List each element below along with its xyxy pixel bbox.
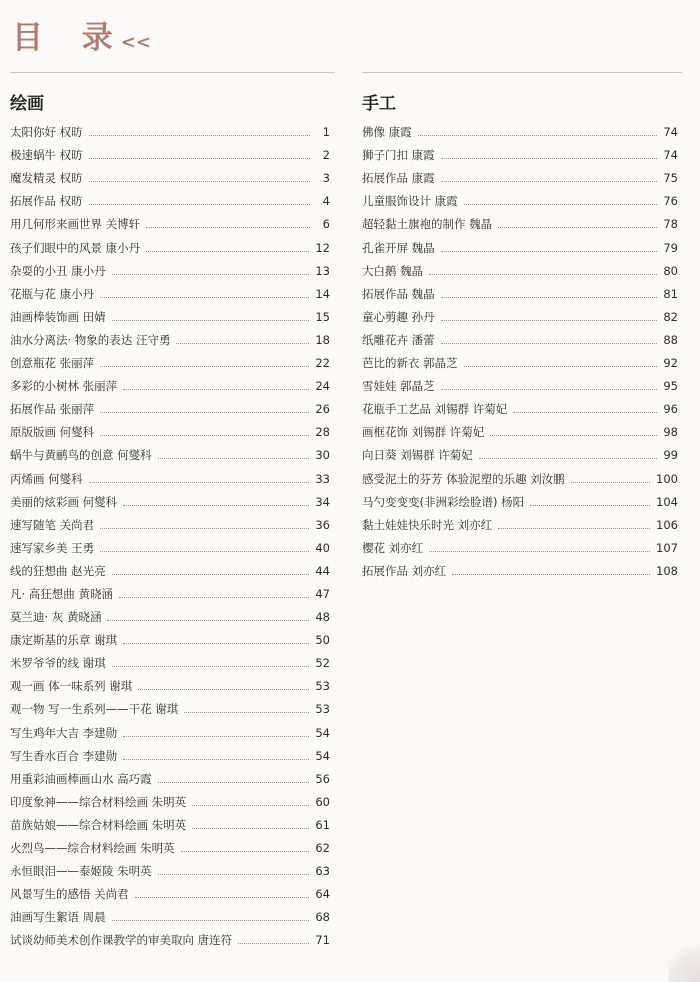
toc-entry-title: 米罗爷爷的线 谢琪 [10, 656, 106, 671]
toc-entry-title: 用重彩油画棒画山水 高巧霞 [10, 771, 152, 786]
toc-entry-page: 68 [315, 910, 330, 925]
toc-entry-page: 99 [663, 448, 678, 463]
toc-entry-page: 24 [315, 379, 330, 394]
toc-entry-title: 线的狂想曲 赵光亮 [10, 563, 106, 578]
toc-entry[interactable] [10, 879, 330, 902]
toc-entry-title: 观一画 体一味系列 谢琪 [10, 679, 133, 694]
toc-entry[interactable] [10, 371, 330, 394]
toc-entry-page: 63 [315, 864, 330, 879]
toc-entry-page: 53 [315, 702, 330, 717]
toc-entry[interactable] [362, 487, 678, 510]
dot-leader [89, 481, 310, 483]
toc-entry-title: 马勺变变变(非洲彩绘脸谱) 杨阳 [362, 494, 525, 509]
toc-entry-page: 71 [315, 933, 330, 948]
toc-entry[interactable] [362, 371, 678, 394]
toc-entry-title: 美丽的炫彩画 何燮科 [10, 494, 118, 509]
toc-entry-page: 53 [315, 679, 330, 694]
dot-leader [530, 504, 650, 506]
toc-entry[interactable] [10, 510, 330, 533]
toc-entry[interactable] [10, 810, 330, 833]
toc-entry-page: 108 [656, 563, 678, 578]
divider-left [10, 72, 335, 73]
dot-leader [452, 573, 650, 575]
dot-leader [441, 157, 658, 159]
dot-leader [571, 481, 650, 483]
toc-entry[interactable] [10, 232, 330, 255]
toc-entry-title: 油画棒装饰画 田婧 [10, 309, 106, 324]
toc-entry[interactable] [10, 394, 330, 417]
toc-entry[interactable] [10, 833, 330, 856]
dot-leader [192, 804, 309, 806]
toc-entry-page: 60 [315, 794, 330, 809]
toc-entry-title: 康定斯基的乐章 谢琪 [10, 633, 118, 648]
toc-entry-title: 创意瓶花 张丽萍 [10, 356, 95, 371]
toc-entry-page: 18 [315, 332, 330, 347]
toc-entry-page: 12 [315, 240, 330, 255]
toc-entry-page: 52 [315, 656, 330, 671]
dot-leader [112, 319, 310, 321]
toc-entry[interactable] [10, 764, 330, 787]
toc-entry[interactable] [10, 694, 330, 717]
dot-leader [479, 457, 658, 459]
toc-entry[interactable] [362, 325, 678, 348]
dot-leader [146, 226, 310, 228]
dot-leader [100, 296, 309, 298]
toc-entry-page: 4 [322, 194, 330, 209]
toc-entry[interactable] [10, 741, 330, 764]
toc-entry[interactable] [362, 394, 678, 417]
dot-leader [158, 781, 310, 783]
toc-entry-page: 22 [315, 356, 330, 371]
dot-leader [100, 527, 309, 529]
toc-entry-title: 多彩的小树林 张丽萍 [10, 379, 118, 394]
toc-entry-title: 感受泥土的芬芳 体验泥塑的乐趣 刘汝鹏 [362, 471, 565, 486]
toc-entry-page: 76 [663, 194, 678, 209]
toc-entry-title: 印度象神——综合材料绘画 朱明英 [10, 794, 187, 809]
toc-entry-page: 44 [315, 563, 330, 578]
toc-entry-title: 杂耍的小丑 康小丹 [10, 263, 106, 278]
toc-entry-page: 40 [315, 540, 330, 555]
dot-leader [123, 642, 309, 644]
dot-leader [498, 226, 657, 228]
section-title-handcraft: 手工 [362, 94, 396, 114]
toc-entry-title: 苗族姑娘——综合材料绘画 朱明英 [10, 817, 187, 832]
toc-entry-page: 96 [663, 402, 678, 417]
toc-entry-title: 芭比的新衣 郭晶芝 [362, 356, 458, 371]
toc-entry-page: 88 [663, 332, 678, 347]
dot-leader [176, 342, 309, 344]
dot-leader [490, 434, 657, 436]
toc-entry-page: 64 [315, 887, 330, 902]
toc-entry-title: 原版版画 何燮科 [10, 425, 95, 440]
dot-leader [498, 527, 650, 529]
toc-entry-page: 13 [315, 263, 330, 278]
toc-entry-page: 36 [315, 517, 330, 532]
toc-entry-page: 15 [315, 309, 330, 324]
toc-entry-page: 80 [663, 263, 678, 278]
toc-entry-title: 拓展作品 权昉 [10, 194, 83, 209]
dot-leader [158, 457, 310, 459]
dot-leader [100, 411, 309, 413]
dot-leader [100, 550, 309, 552]
toc-entry-title: 极速蜗牛 权昉 [10, 148, 83, 163]
toc-entry[interactable] [10, 787, 330, 810]
toc-entry-page: 47 [315, 586, 330, 601]
dot-leader [89, 203, 310, 205]
toc-entry-page: 33 [315, 471, 330, 486]
toc-entry-page: 54 [315, 748, 330, 763]
dot-leader [123, 735, 309, 737]
dot-leader [138, 688, 309, 690]
toc-entry-title: 童心剪趣 孙丹 [362, 309, 435, 324]
page-heading [12, 12, 151, 57]
toc-entry-title: 用几何形来画世界 关博轩 [10, 217, 141, 232]
toc-entry-page: 82 [663, 309, 678, 324]
dot-leader [135, 896, 310, 898]
toc-entry-title: 佛像 康霞 [362, 125, 412, 140]
toc-entry-title: 莫兰迪· 灰 黄晓涵 [10, 610, 102, 625]
dot-leader [429, 550, 650, 552]
toc-entry-page: 74 [663, 148, 678, 163]
toc-entry-page: 95 [663, 379, 678, 394]
toc-entry-title: 拓展作品 刘亦红 [362, 563, 447, 578]
toc-entry-page: 3 [322, 171, 330, 186]
toc-entry-title: 魔发精灵 权昉 [10, 171, 83, 186]
toc-entry-title: 丙烯画 何燮科 [10, 471, 83, 486]
toc-entry[interactable] [10, 671, 330, 694]
dot-leader [89, 180, 310, 182]
toc-entry[interactable] [362, 279, 678, 302]
toc-entry[interactable] [362, 417, 678, 440]
toc-entry-title: 油画写生絮语 周晨 [10, 910, 106, 925]
toc-entry-title: 试谈幼师美术创作课教学的审美取向 唐连符 [10, 933, 233, 948]
toc-entry[interactable] [10, 417, 330, 440]
toc-entry[interactable] [10, 487, 330, 510]
dot-leader [184, 711, 309, 713]
toc-entry-page: 75 [663, 171, 678, 186]
toc-entry[interactable] [362, 348, 678, 371]
toc-entry-title: 永恒眼泪——泰姬陵 朱明英 [10, 864, 152, 879]
toc-entry[interactable] [10, 579, 330, 602]
dot-leader [158, 873, 310, 875]
toc-entry-title: 凡· 高狂想曲 黄晓涵 [10, 586, 113, 601]
toc-entry-page: 98 [663, 425, 678, 440]
toc-entry[interactable] [10, 856, 330, 879]
page-title: 目 录 [12, 20, 127, 56]
toc-entry-page: 34 [315, 494, 330, 509]
dot-leader [112, 665, 310, 667]
toc-entry[interactable] [362, 510, 678, 533]
dot-leader [238, 942, 309, 944]
toc-entry[interactable] [362, 186, 678, 209]
toc-list-painting [10, 117, 330, 948]
divider-right [362, 72, 682, 73]
toc-entry-page: 79 [663, 240, 678, 255]
toc-entry-title: 写生鸡年大吉 李建勋 [10, 725, 118, 740]
toc-entry-page: 26 [315, 402, 330, 417]
dot-leader [100, 365, 309, 367]
dot-leader [112, 273, 310, 275]
toc-column-painting [10, 91, 330, 948]
toc-entry[interactable] [362, 140, 678, 163]
toc-entry-title: 大白鹅 魏晶 [362, 263, 424, 278]
dot-leader [107, 619, 309, 621]
dot-leader [513, 411, 657, 413]
toc-entry[interactable] [362, 556, 678, 579]
dot-leader [441, 296, 658, 298]
toc-entry-title: 雪娃娃 郭晶芝 [362, 379, 435, 394]
toc-entry-page: 92 [663, 356, 678, 371]
toc-entry-title: 火烈鸟——综合材料绘画 朱明英 [10, 841, 175, 855]
toc-entry-title: 花瓶与花 康小丹 [10, 286, 95, 301]
toc-entry[interactable] [10, 925, 330, 948]
dot-leader [441, 388, 658, 390]
toc-entry-page: 104 [656, 494, 678, 509]
dot-leader [418, 134, 658, 136]
toc-entry[interactable] [10, 140, 330, 163]
page-curl [668, 940, 700, 982]
dot-leader [464, 203, 658, 205]
toc-entry[interactable] [362, 209, 678, 232]
toc-entry-title: 孩子们眼中的风景 康小丹 [10, 240, 141, 255]
dot-leader [119, 596, 309, 598]
dot-leader [112, 919, 310, 921]
toc-list-handcraft [362, 117, 678, 579]
dot-leader [429, 273, 657, 275]
toc-entry[interactable] [362, 256, 678, 279]
toc-entry-page: 81 [663, 286, 678, 301]
toc-entry-title: 樱花 刘亦红 [362, 540, 424, 555]
toc-entry[interactable] [10, 348, 330, 371]
toc-entry[interactable] [10, 602, 330, 625]
dot-leader [181, 850, 310, 852]
dot-leader [89, 134, 310, 136]
toc-entry-title: 画框花饰 刘锡群 许菊妃 [362, 425, 485, 440]
toc-entry[interactable] [362, 440, 678, 463]
toc-entry[interactable] [10, 256, 330, 279]
toc-entry[interactable] [362, 232, 678, 255]
toc-entry-page: 1 [322, 125, 330, 140]
toc-entry[interactable] [362, 163, 678, 186]
toc-entry-title: 拓展作品 张丽萍 [10, 402, 95, 417]
dot-leader [441, 342, 658, 344]
toc-entry-page: 48 [315, 610, 330, 625]
toc-entry-page: 54 [315, 725, 330, 740]
toc-entry-page: 50 [315, 633, 330, 648]
dot-leader [112, 573, 310, 575]
toc-entry[interactable] [10, 902, 330, 925]
toc-entry-page: 61 [315, 817, 330, 832]
toc-entry[interactable] [10, 648, 330, 671]
toc-entry-title: 太阳你好 权昉 [10, 125, 83, 140]
toc-entry-page: 106 [656, 517, 678, 532]
toc-entry-title: 观一物 写一生系列——干花 谢琪 [10, 702, 179, 717]
toc-entry-title: 拓展作品 康霞 [362, 171, 435, 186]
toc-entry[interactable] [10, 463, 330, 486]
toc-entry[interactable] [362, 533, 678, 556]
toc-entry-title: 风景写生的感悟 关尚君 [10, 887, 129, 902]
toc-entry-page: 30 [315, 448, 330, 463]
toc-entry-title: 超轻黏土旗袍的制作 魏晶 [362, 217, 493, 232]
dot-leader [441, 180, 658, 182]
toc-entry-title: 写生香水百合 李建勋 [10, 748, 118, 763]
toc-entry[interactable] [10, 325, 330, 348]
toc-entry[interactable] [10, 440, 330, 463]
toc-entry-title: 狮子门扣 康霞 [362, 148, 435, 163]
toc-entry[interactable] [10, 556, 330, 579]
toc-entry-page: 74 [663, 125, 678, 140]
toc-entry-page: 100 [656, 471, 678, 486]
toc-entry-page: 28 [315, 425, 330, 440]
dot-leader [192, 827, 309, 829]
toc-entry-page: 6 [322, 217, 330, 232]
dot-leader [89, 157, 310, 159]
toc-entry-title: 速写随笔 关尚君 [10, 517, 95, 532]
toc-entry-title: 黏土娃娃快乐时光 刘亦红 [362, 517, 493, 532]
dot-leader [123, 758, 309, 760]
dot-leader [100, 434, 309, 436]
dot-leader [146, 250, 309, 252]
toc-entry[interactable] [10, 163, 330, 186]
section-title-painting: 绘画 [10, 94, 44, 114]
toc-entry-title: 花瓶手工艺品 刘锡群 许菊妃 [362, 402, 508, 417]
toc-entry-page: 107 [656, 540, 678, 555]
toc-entry-title: 速写家乡美 王勇 [10, 540, 95, 555]
toc-entry-title: 蜗牛与黄鹂鸟的创意 何燮科 [10, 448, 152, 463]
toc-entry-page: 2 [322, 148, 330, 163]
dot-leader [123, 388, 309, 390]
toc-entry-title: 孔雀开屏 魏晶 [362, 240, 435, 255]
dot-leader [441, 250, 658, 252]
toc-entry-page: 62 [315, 841, 330, 855]
toc-entry[interactable] [10, 625, 330, 648]
toc-entry-page: 78 [663, 217, 678, 232]
toc-entry[interactable] [10, 186, 330, 209]
toc-entry[interactable] [10, 533, 330, 556]
toc-entry-title: 纸雕花卉 潘蕾 [362, 332, 435, 347]
toc-entry[interactable] [362, 463, 678, 486]
toc-entry-title: 油水分离法· 物象的表达 汪守勇 [10, 332, 171, 347]
toc-entry[interactable] [10, 302, 330, 325]
dot-leader [464, 365, 658, 367]
toc-entry[interactable] [10, 279, 330, 302]
toc-entry-title: 儿童服饰设计 康霞 [362, 194, 458, 209]
toc-entry-title: 拓展作品 魏晶 [362, 286, 435, 301]
toc-entry[interactable] [362, 117, 678, 140]
title-chevron-icon: << [120, 32, 151, 53]
dot-leader [123, 504, 309, 506]
dot-leader [441, 319, 658, 321]
toc-entry[interactable] [10, 717, 330, 740]
toc-entry-page: 14 [315, 286, 330, 301]
toc-entry[interactable] [10, 117, 330, 140]
toc-entry[interactable] [362, 302, 678, 325]
toc-entry[interactable] [10, 209, 330, 232]
toc-entry-title: 向日葵 刘锡群 许菊妃 [362, 448, 473, 463]
toc-entry-page: 56 [315, 771, 330, 786]
toc-column-handcraft [362, 91, 678, 579]
